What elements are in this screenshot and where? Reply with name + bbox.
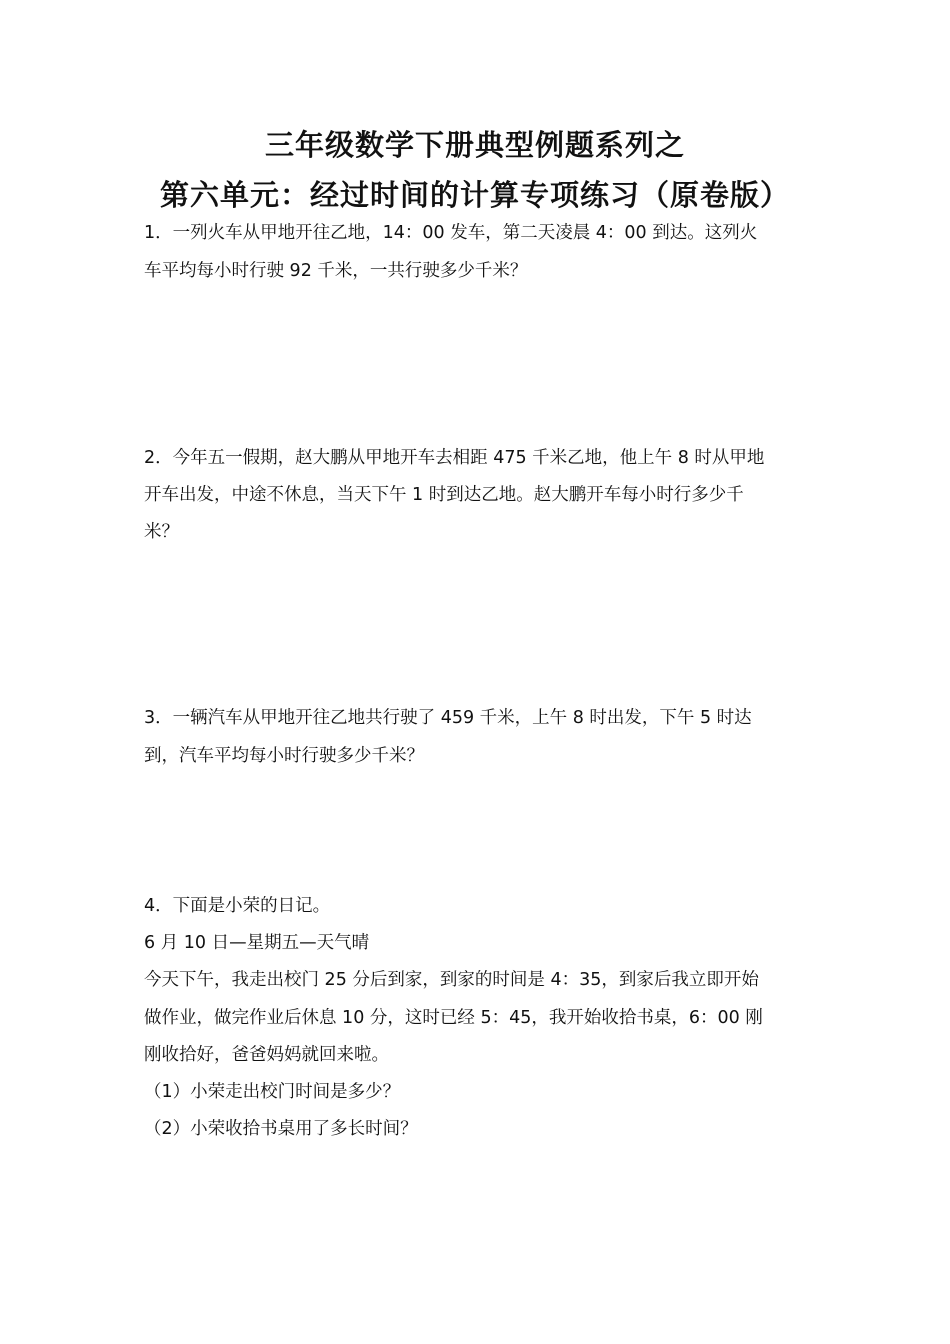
question-2-line-1: 2．今年五一假期，赵大鹏从甲地开车去相距 475 千米乙地，他上午 8 时从甲地	[144, 448, 765, 468]
diary-date-line: 6 月 10 日—星期五—天气晴	[144, 933, 370, 953]
diary-text-line-1: 今天下午，我走出校门 25 分后到家，到家的时间是 4：35，到家后我立即开始	[144, 970, 759, 990]
diary-text-line-2: 做作业，做完作业后休息 10 分，这时已经 5：45，我开始收拾书桌，6：00 刚	[144, 1008, 763, 1028]
question-1-line-2: 车平均每小时行驶 92 千米，一共行驶多少千米？	[144, 261, 528, 281]
sub-question-2: （2）小荣收拾书桌用了多长时间？	[144, 1119, 418, 1139]
title-line-2: 第六单元：经过时间的计算专项练习（原卷版）	[159, 178, 790, 212]
question-4-line-1: 4．下面是小荣的日记。	[144, 896, 331, 916]
title-line-1: 三年级数学下册典型例题系列之	[264, 128, 685, 162]
sub-question-1: （1）小荣走出校门时间是多少？	[144, 1082, 401, 1102]
question-2-line-2: 开车出发，中途不休息，当天下午 1 时到达乙地。赵大鹏开车每小时行多少千	[144, 485, 744, 505]
question-2-line-3: 米？	[144, 522, 179, 542]
question-3-line-2: 到，汽车平均每小时行驶多少千米？	[144, 746, 424, 766]
diary-text-line-3: 刚收拾好，爸爸妈妈就回来啦。	[144, 1045, 389, 1065]
question-1-line-1: 1．一列火车从甲地开往乙地，14：00 发车，第二天凌晨 4：00 到达。这列火	[144, 223, 758, 243]
question-3-line-1: 3．一辆汽车从甲地开往乙地共行驶了 459 千米，上午 8 时出发，下午 5 时达	[144, 708, 752, 728]
